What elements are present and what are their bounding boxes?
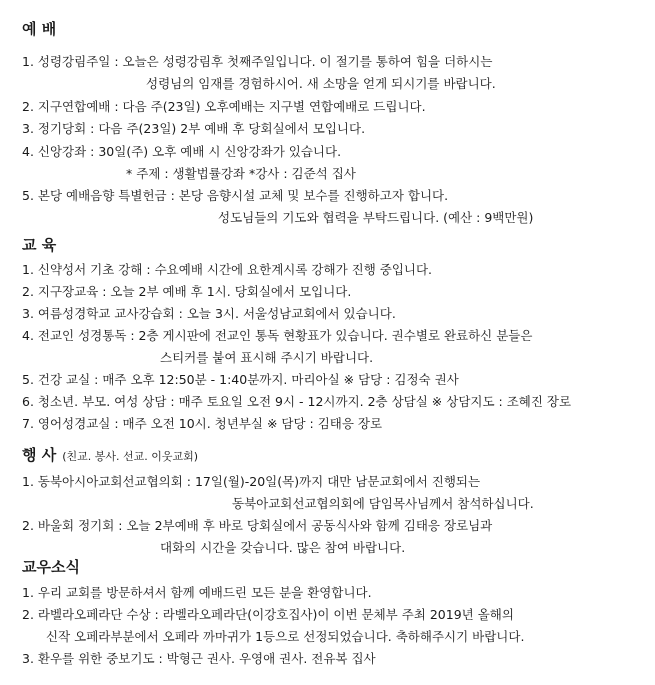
worship-line-1b: 성령님의 임재를 경험하시어. 새 소망을 얻게 되시기를 바랍니다. xyxy=(146,76,496,91)
events-heading xyxy=(22,444,198,465)
members-heading: 교우소식 xyxy=(22,558,80,576)
events-line-1: 1. 동북아시아교회선교협의회 : 17일(월)-20일(목)까지 대만 남문교회에서 진행되는 xyxy=(22,474,481,489)
members-line-2: 2. 라벨라오페라단 수상 : 라벨라오페라단(이강호집사)이 이번 문체부 주최 2019년 올해의 xyxy=(22,607,514,622)
members-line-2b: 신작 오페라부분에서 오페라 까마귀가 1등으로 선정되었습니다. 축하해주시기 바랍니다. xyxy=(46,629,525,644)
education-line-2: 2. 지구장교육 : 오늘 2부 예배 후 1시. 당회실에서 모입니다. xyxy=(22,284,352,299)
worship-line-5: 5. 본당 예배음향 특별헌금 : 본당 음향시설 교체 및 보수를 진행하고자 합니다. xyxy=(22,188,449,203)
events-line-2b: 대화의 시간을 갖습니다. 많은 참여 바랍니다. xyxy=(160,540,406,555)
education-line-4: 4. 전교인 성경통독 : 2층 게시판에 전교인 통독 현황표가 있습니다. 권수별로 완료하신 분들은 xyxy=(22,328,533,343)
members-line-3: 3. 환우를 위한 중보기도 : 박형근 권사. 우영애 권사. 전유복 집사 xyxy=(22,651,376,666)
education-line-1: 1. 신약성서 기초 강해 : 수요예배 시간에 요한계시록 강해가 진행 중입니다. xyxy=(22,262,433,277)
worship-line-1: 1. 성령강림주일 : 오늘은 성령강림후 첫째주일입니다. 이 절기를 통하여 힘을 더하시는 xyxy=(22,54,493,69)
worship-heading: 예 배 xyxy=(22,20,57,38)
education-line-3: 3. 여름성경학교 교사강습회 : 오늘 3시. 서울성남교회에서 있습니다. xyxy=(22,306,396,321)
education-line-4b: 스티커를 붙여 표시해 주시기 바랍니다. xyxy=(160,350,374,365)
events-line-1b: 동북아교회선교협의회에 담임목사님께서 참석하십니다. xyxy=(232,496,534,511)
worship-line-4: 4. 신앙강좌 : 30일(주) 오후 예배 시 신앙강좌가 있습니다. xyxy=(22,144,342,159)
worship-line-5b: 성도님들의 기도와 협력을 부탁드립니다. (예산 : 9백만원) xyxy=(218,210,534,225)
worship-line-3: 3. 정기당회 : 다음 주(23일) 2부 예배 후 당회실에서 모입니다. xyxy=(22,121,366,136)
events-line-2: 2. 바울회 정기회 : 오늘 2부예배 후 바로 당회실에서 공동식사와 함께 김태응 장로님과 xyxy=(22,518,493,533)
education-heading: 교 육 xyxy=(22,236,57,254)
education-line-5: 5. 건강 교실 : 매주 오후 12:50분 - 1:40분까지. 마리아실 ※ 담당 : 김정숙 권사 xyxy=(22,372,459,387)
education-line-7: 7. 영어성경교실 : 매주 오전 10시. 청년부실 ※ 담당 : 김태응 장로 xyxy=(22,416,383,431)
members-line-1: 1. 우리 교회를 방문하셔서 함께 예배드린 모든 분을 환영합니다. xyxy=(22,585,372,600)
events-heading-subtitle: (친교. 봉사. 선교. 이웃교회) xyxy=(62,450,199,463)
worship-line-2: 2. 지구연합예배 : 다음 주(23일) 오후예배는 지구별 연합예배로 드립니다. xyxy=(22,99,426,114)
events-heading-title: 행 사 xyxy=(22,446,57,464)
education-line-6: 6. 청소년. 부모. 여성 상담 : 매주 토요일 오전 9시 - 12시까지. 2층 상담실 ※ 상담지도 : 조혜진 장로 xyxy=(22,394,572,409)
worship-line-4b: * 주제 : 생활법률강좌 *강사 : 김준석 집사 xyxy=(126,166,356,181)
